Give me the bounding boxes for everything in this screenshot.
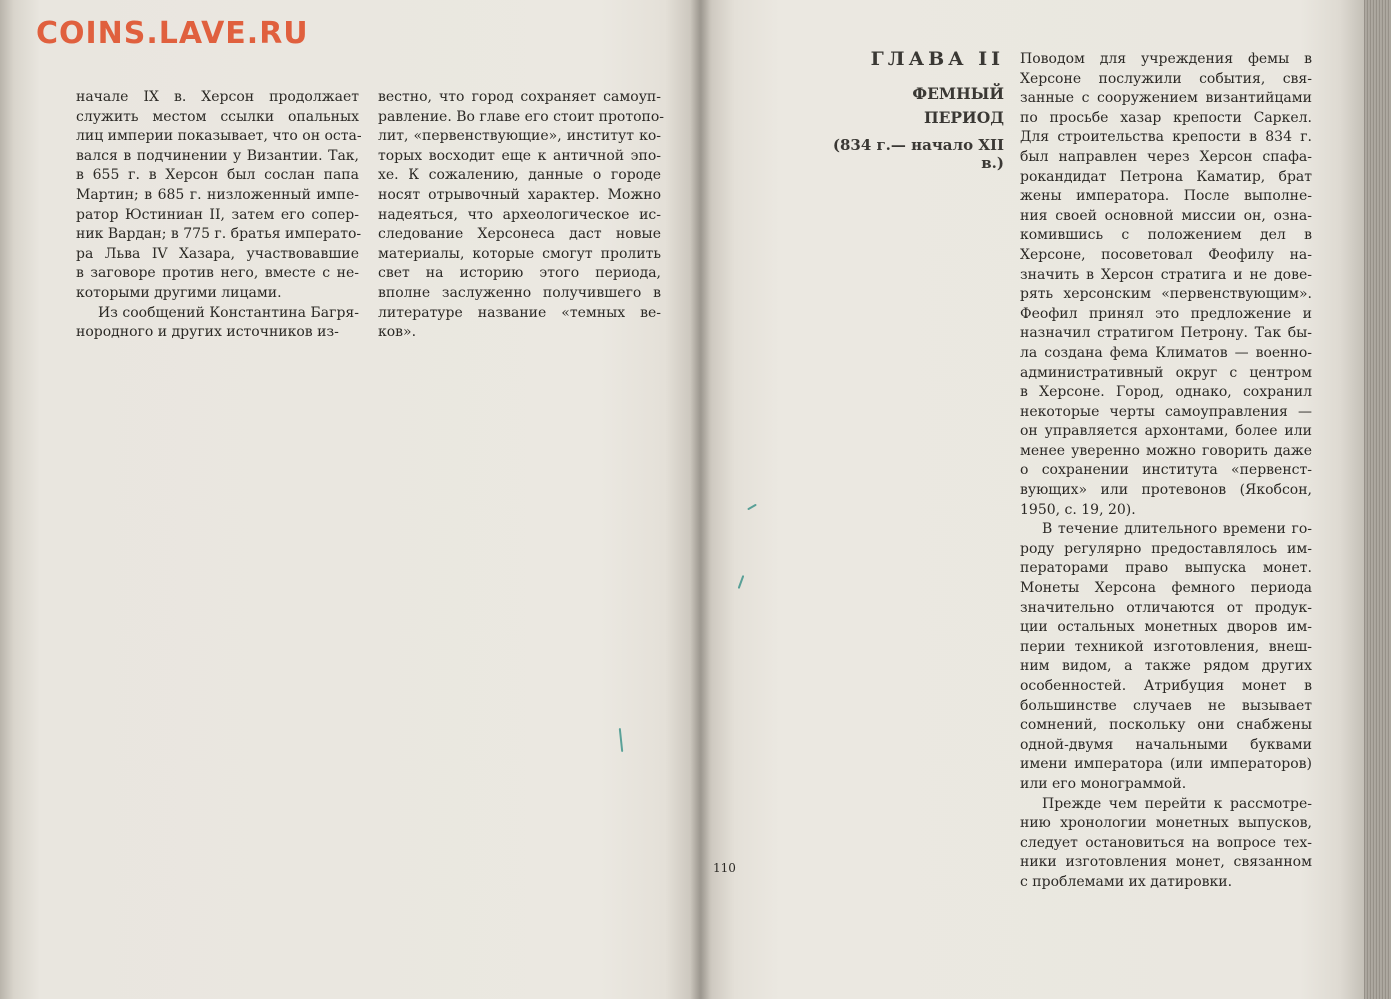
paragraph: [1020, 520, 1312, 794]
text-line: ра Льва IV Хазара, участвовавшие: [76, 245, 359, 262]
text-line: Из сообщений Константина Багря-: [98, 304, 359, 321]
text-line: в Херсоне. Город, однако, сохранил: [1020, 384, 1312, 401]
paragraph: [76, 304, 359, 343]
paragraph: [378, 88, 665, 343]
text-line: занные с сооружением византийцами: [1020, 90, 1312, 107]
text-line: свет на историю этого периода,: [378, 265, 661, 282]
paragraph: [1020, 795, 1312, 893]
text-line: ператорами право выпуска монет.: [1020, 560, 1312, 577]
text-line: вался в подчинении у Византии. Так,: [76, 147, 359, 164]
text-line: ник Вардан; в 775 г. братья императо-: [76, 226, 362, 243]
text-line: Прежде чем перейти к рассмотре-: [1042, 795, 1312, 812]
text-line: надеяться, что археологическое ис-: [378, 206, 661, 223]
text-line: нию хронологии монетных выпусков,: [1020, 815, 1312, 832]
text-line: служить местом ссылки опальных: [76, 108, 359, 125]
text-line: рять херсонским «первенствующим».: [1020, 286, 1312, 303]
text-line: сомнений, поскольку они снабжены: [1020, 717, 1312, 734]
bleed-through-left: [70, 300, 370, 840]
text-line: Мартин; в 685 г. низложенный импе-: [76, 186, 359, 203]
chapter-label: ГЛАВА II: [870, 48, 1004, 70]
text-line: ратор Юстиниан II, затем его сопер-: [76, 206, 359, 223]
text-line: ков».: [378, 324, 417, 341]
site-watermark: COINS.LAVE.RU: [36, 16, 309, 51]
chapter-title-line: ФЕМНЫЙ: [912, 84, 1004, 103]
text-line: ции остальных монетных дворов им-: [1020, 619, 1312, 636]
text-line: начале IX в. Херсон продолжает: [76, 89, 359, 105]
text-line: ники изготовления монет, связанном: [1020, 854, 1312, 871]
text-line: особенностей. Атрибуция монет в: [1020, 678, 1312, 694]
text-line: значительно отличаются от продук-: [1020, 599, 1312, 616]
text-line: Поводом для учреждения фемы в: [1020, 51, 1312, 67]
text-line: комившись с положением дел в: [1020, 227, 1312, 244]
text-line: Монеты Херсона фемного периода: [1020, 580, 1312, 597]
text-line: рокандидат Петрона Каматир, брат: [1020, 168, 1312, 185]
text-line: 1950, с. 19, 20).: [1020, 501, 1136, 518]
text-line: следует остановиться на вопросе тех-: [1020, 834, 1312, 851]
text-line: лит, «первенствующие», институт ко-: [378, 128, 661, 145]
text-line: значить в Херсон стратига и не дове-: [1020, 266, 1312, 283]
text-line: которыми другими лицами.: [76, 284, 282, 301]
text-line: равление. Во главе его стоит протопо-: [378, 108, 665, 125]
text-line: жены императора. После выполне-: [1020, 188, 1312, 205]
left-column-1: [76, 88, 362, 343]
paragraph: [1020, 50, 1312, 520]
text-line: вующих» или протевонов (Якобсон,: [1020, 482, 1312, 499]
text-line: имени императора (или императоров): [1020, 756, 1312, 773]
paragraph: [76, 88, 362, 304]
text-line: по просьбе хазар крепости Саркел.: [1020, 109, 1312, 126]
text-line: нородного и других источников из-: [76, 324, 339, 341]
text-line: материалы, которые смогут пролить: [378, 245, 661, 262]
text-line: назначил стратигом Петрону. Так бы-: [1020, 325, 1312, 342]
left-column-2: [378, 88, 665, 343]
text-line: лиц империи показывает, что он оста-: [76, 128, 362, 145]
text-line: В течение длительного времени го-: [1042, 521, 1312, 538]
chapter-title-line: ПЕРИОД: [923, 108, 1004, 127]
text-line: он управляется архонтами, более или: [1020, 423, 1312, 440]
text-line: перии техникой изготовления, внеш-: [1020, 638, 1312, 655]
text-line: ния своей основной миссии он, озна-: [1020, 207, 1312, 224]
text-line: административный округ с центром: [1020, 364, 1312, 381]
text-line: о сохранении института «первенст-: [1020, 462, 1312, 479]
text-line: Для строительства крепости в 834 г.: [1020, 129, 1312, 146]
text-line: большинстве случаев не вызывает: [1020, 697, 1312, 714]
text-line: с проблемами их датировки.: [1020, 873, 1233, 890]
text-line: хе. К сожалению, данные о городе: [378, 167, 661, 184]
text-line: в 655 г. в Херсон был сослан папа: [76, 167, 359, 184]
text-line: роду регулярно предоставлялось им-: [1020, 540, 1312, 557]
text-line: некоторые черты самоуправления —: [1020, 403, 1312, 420]
chapter-title: [808, 82, 1004, 130]
page-number: 110: [713, 861, 736, 875]
text-line: Феофил принял это предложение и: [1020, 305, 1312, 322]
text-line: одной-двумя начальными буквами: [1020, 736, 1312, 753]
text-line: ним видом, а также рядом других: [1020, 658, 1312, 675]
chapter-heading: [808, 48, 1004, 172]
text-line: литературе название «темных ве-: [378, 304, 661, 321]
text-line: вполне заслуженно получившего в: [378, 284, 661, 301]
text-line: Херсоне, посоветовал Феофилу на-: [1020, 246, 1312, 263]
text-line: носят отрывочный характер. Можно: [378, 186, 661, 203]
right-column: [1020, 50, 1312, 893]
text-line: в заговоре против него, вместе с не-: [76, 265, 359, 282]
book-gutter: [690, 0, 712, 999]
text-line: вестно, что город сохраняет самоуп-: [378, 89, 661, 105]
text-line: следование Херсонеса даст новые: [378, 226, 661, 243]
text-line: торых восходит еще к античной эпо-: [378, 147, 661, 164]
page-edges: [1364, 0, 1391, 999]
text-line: был направлен через Херсон спафа-: [1020, 148, 1312, 165]
text-line: менее уверенно можно говорить даже: [1020, 442, 1312, 459]
text-line: Херсоне послужили события, свя-: [1020, 70, 1312, 87]
text-line: ла создана фема Климатов — военно-: [1020, 344, 1312, 361]
text-line: или его монограммой.: [1020, 775, 1187, 792]
chapter-dates: (834 г.— начало XII в.): [832, 136, 1004, 172]
